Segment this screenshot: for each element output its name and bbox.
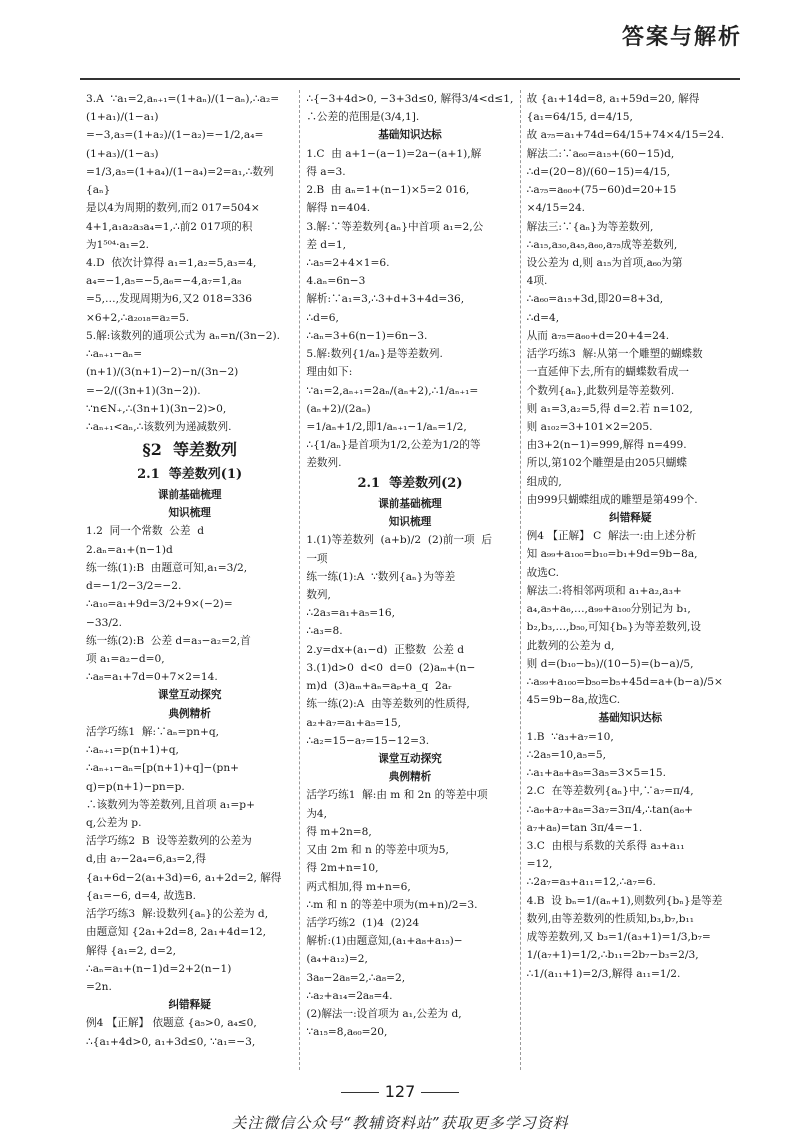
section-heading: 课堂互动探究 — [378, 753, 442, 766]
answer-line: 4.D 依次计算得 a₁=1,a₂=5,a₃=4, — [86, 256, 257, 269]
answer-line: ∴d=6, — [306, 311, 339, 324]
section-heading: 典例精析 — [388, 771, 432, 784]
answer-line: a₄=−1,a₅=−5,a₆=−4,a₇=1,a₈ — [86, 275, 242, 288]
subsection-title: 2.1 等差数列(1) — [137, 466, 243, 482]
answer-line: 则 a₁₀₂=3+101×2=205. — [526, 420, 653, 433]
answer-line: 项 a₁=a₂−d=0, — [86, 653, 165, 665]
answer-line: ×6+2,∴a₂₀₁₈=a₂=5. — [86, 311, 190, 324]
answer-line: ∴{1/aₙ}是首项为1/2,公差为1/2的等 — [306, 439, 481, 452]
answer-line: 为4, — [306, 807, 328, 820]
answer-line: ∴a₅=2+4×1=6. — [306, 256, 390, 269]
answer-line: d,由 a₇−2a₄=6,a₃=2,得 — [86, 853, 206, 866]
answer-line: 得 2m+n=10, — [306, 862, 379, 875]
page-number-row — [0, 1082, 800, 1101]
answer-line: ×4/15=24. — [526, 202, 586, 215]
answer-line: 2.C 在等差数列{aₙ}中,∵a₇=π/4, — [526, 785, 694, 798]
answer-line: 故 a₇₅=a₁+74d=64/15+74×4/15=24. — [526, 129, 725, 142]
answer-line: 得 a=3. — [306, 165, 346, 178]
answer-line: ∴a₈=a₁+7d=0+7×2=14. — [86, 671, 218, 684]
answer-line: ∴aₙ₊₁−aₙ=(n+1)/(3(n+1)−2)−n/(3n−2) — [86, 348, 239, 379]
section-heading: 课前基础梳理 — [157, 489, 222, 502]
answer-line: 组成的, — [526, 475, 562, 488]
answer-line: 解析:∵a₁=3,∴3+d+3+4d=36, — [306, 293, 465, 306]
answer-line: 两式相加,得 m+n=6, — [306, 880, 411, 893]
answer-line: =−3,a₃=(1+a₂)/(1−a₂)=−1/2,a₄=(1+a₃)/(1−a₃) — [86, 129, 264, 160]
column-3 — [520, 90, 740, 1070]
answer-line: 差 d=1, — [306, 238, 347, 251]
answer-columns — [80, 90, 740, 1070]
answer-line: 3.A ∵a₁=2,aₙ₊₁=(1+aₙ)/(1−aₙ),∴a₂=(1+a₁)/(1−a₁) — [86, 93, 280, 124]
section-heading: 纠错释疑 — [168, 999, 211, 1012]
answer-line: 所以,第102个雕塑是由205只蝴蝶 — [526, 457, 687, 470]
answer-line: −33/2. — [86, 616, 123, 629]
answer-line: ∴aₙ=a₁+(n−1)d=2+2(n−1) — [86, 962, 232, 975]
answer-line: 活学巧练2 (1)4 (2)24 — [306, 916, 420, 929]
answer-line: ∴aₙ=3+6(n−1)=6n−3. — [306, 329, 428, 342]
section-heading: 课前基础梳理 — [378, 497, 442, 510]
answer-line: 设公差为 d,则 a₁₅为首项,a₆₀为第 — [526, 256, 683, 269]
answer-line: {a₁+6d−2(a₁+3d)=6, a₁+2d=2, 解得 — [86, 871, 282, 884]
answer-line: ∴a₁₅,a₃₀,a₄₅,a₆₀,a₇₅成等差数列, — [526, 238, 678, 251]
answer-line: =2n. — [86, 980, 112, 993]
answer-line: =5,…,发现周期为6,又2 018=336 — [86, 293, 253, 306]
answer-line: ∴aₙ₊₁−aₙ=[p(n+1)+q]−(pn+ — [86, 762, 240, 775]
answer-line: ∵n∈N₊,∴(3n+1)(3n−2)>0, — [86, 402, 227, 415]
answer-line: 活学巧练3 解:设数列{aₙ}的公差为 d, — [86, 908, 269, 921]
answer-line: ∴a₁+a₈+a₉=3a₅=3×5=15. — [526, 767, 666, 780]
answer-line: ∴d=4, — [526, 311, 560, 324]
answer-line: 为1⁵⁰⁴·a₁=2. — [86, 238, 149, 251]
section-heading: 课堂互动探究 — [157, 689, 222, 702]
answer-line: 解法三:∵{aₙ}为等差数列, — [526, 220, 654, 233]
section-heading: 纠错释疑 — [609, 512, 652, 525]
answer-line: 2.aₙ=a₁+(n−1)d — [86, 543, 173, 556]
answer-line: (2)解法一:设首项为 a₁,公差为 d, — [306, 1008, 462, 1021]
answer-line: 数列,由等差数列的性质知,b₃,b₇,b₁₁ — [526, 912, 694, 925]
answer-line: 1/(a₇+1)=1/2,∴b₁₁=2b₇−b₃=2/3, — [526, 949, 699, 962]
answer-line: 此数列的公差为 d, — [526, 639, 615, 652]
answer-line: 由题意知 {2a₁+2d=8, 2a₁+4d=12, — [86, 926, 266, 939]
answer-line: ∴2a₇=a₃+a₁₁=12,∴a₇=6. — [526, 876, 656, 889]
answer-line: 解得 n=404. — [306, 202, 371, 215]
answer-line: (a₄+a₁₂)=2, — [306, 953, 368, 966]
answer-line: 活学巧练1 解:∵aₙ=pn+q, — [86, 725, 220, 738]
answer-line: =1/3,a₅=(1+a₄)/(1−a₄)=2=a₁,∴数列{aₙ} — [86, 165, 274, 197]
subsection-title: 2.1 等差数列(2) — [357, 475, 463, 491]
answer-line: 个数列{aₙ},此数列是等差数列. — [526, 384, 675, 397]
answer-line: 成等差数列,又 b₃=1/(a₃+1)=1/3,b₇= — [526, 931, 711, 944]
answer-line: ∴a₇₅=a₆₀+(75−60)d=20+15 — [526, 184, 677, 197]
page-number-dash-left — [341, 1092, 379, 1093]
answer-line: ∵a₁=2,aₙ₊₁=2aₙ/(aₙ+2),∴1/aₙ₊₁=(aₙ+2)/(2aₙ) — [306, 384, 479, 415]
answer-line: ∴m 和 n 的等差中项为(m+n)/2=3. — [306, 898, 478, 911]
answer-line: ∴公差的范围是(3/4,1]. — [306, 111, 420, 124]
page-number-dash-right — [421, 1092, 459, 1093]
answer-line: 由999只蝴蝶组成的雕塑是第499个. — [526, 493, 698, 506]
answer-line: q)=p(n+1)−pn=p. — [86, 780, 185, 793]
answer-line: ∴a₆₀=a₁₅+3d,即20=8+3d, — [526, 293, 664, 306]
answer-line: ∴该数列为等差数列,且首项 a₁=p+ — [86, 798, 255, 811]
answer-line: 1.(1)等差数列 (a+b)/2 (2)前一项 后 — [306, 534, 492, 547]
answer-line: 2.y=dx+(a₁−d) 正整数 公差 d — [306, 643, 465, 656]
answer-line: 例4 【正解】 依题意 {a₅>0, a₄≤0, — [86, 1017, 257, 1030]
answer-line: 3.C 由根与系数的关系得 a₃+a₁₁ — [526, 839, 685, 852]
answer-line: 4项. — [526, 275, 548, 288]
answer-line: 解法二:∵a₆₀=a₁₅+(60−15)d, — [526, 147, 675, 160]
answer-line: 5.解:数列{1/aₙ}是等差数列. — [306, 348, 443, 361]
answer-line: 得 m+2n=8, — [306, 825, 372, 838]
answer-line: 2.B 由 aₙ=1+(n−1)×5=2 016, — [306, 184, 470, 197]
section-heading: 基础知识达标 — [598, 712, 663, 725]
section-title: §2 等差数列 — [142, 440, 237, 460]
answer-line: 解析:(1)由题意知,(a₁+a₈+a₁₅)− — [306, 935, 463, 948]
answer-line: 由3+2(n−1)=999,解得 n=499. — [526, 439, 687, 452]
answer-line: ∴a₁₀=a₁+9d=3/2+9×(−2)= — [86, 598, 233, 611]
answer-line: 一项 — [306, 552, 328, 565]
answer-line: 1.C 由 a+1−(a−1)=2a−(a+1),解 — [306, 147, 482, 160]
answer-line: 活学巧练1 解:由 m 和 2n 的等差中项 — [306, 789, 488, 802]
answer-line: 故 {a₁+14d=8, a₁+59d=20, 解得 {a₁=64/15, d=4/15, — [526, 93, 703, 124]
answer-line: 4.aₙ=6n−3 — [306, 275, 366, 288]
page-number: 127 — [384, 1082, 416, 1101]
answer-line: ∴1/(a₁₁+1)=2/3,解得 a₁₁=1/2. — [526, 967, 681, 980]
answer-line: ∴2a₃=a₁+a₅=16, — [306, 607, 395, 620]
answer-line: ∴2a₅=10,a₅=5, — [526, 748, 606, 761]
answer-line: 又由 2m 和 n 的等差中项为5, — [306, 844, 449, 857]
answer-line: 活学巧练2 B 设等差数列的公差为 — [86, 835, 252, 848]
answer-line: a₂+a₇=a₁+a₅=15, — [306, 716, 401, 729]
answer-line: 5.解:该数列的通项公式为 aₙ=n/(3n−2). — [86, 329, 280, 342]
answer-line: ∴{−3+4d>0, −3+3d≤0, 解得3/4<d≤1, — [306, 93, 514, 105]
answer-line: 则 a₁=3,a₂=5,得 d=2.若 n=102, — [526, 402, 693, 415]
footer-promo: 关注微信公众号“教辅资料站”获取更多学习资料 — [231, 1114, 569, 1132]
answer-line: 差数列. — [306, 457, 342, 470]
section-heading: 典例精析 — [168, 707, 211, 720]
answer-line: 一直延伸下去,所有的蝴蝶数看成一 — [526, 366, 689, 379]
page-header-title: 答案与解析 — [621, 25, 742, 50]
answer-line: q,公差为 p. — [86, 816, 142, 829]
section-heading: 知识梳理 — [388, 516, 432, 529]
answer-line: =1/aₙ+1/2,即1/aₙ₊₁−1/aₙ=1/2, — [306, 420, 467, 433]
answer-line: a₇+a₈)=tan 3π/4=−1. — [526, 821, 643, 834]
answer-line: 3a₈−2a₈=2,∴a₈=2, — [306, 971, 406, 984]
section-heading: 知识梳理 — [168, 507, 211, 520]
answer-line: ∴a₂+a₁₄=2a₈=4. — [306, 989, 393, 1002]
answer-line: ∴d=(20−8)/(60−15)=4/15, — [526, 165, 671, 178]
answer-line: 从而 a₇₅=a₆₀+d=20+4=24. — [526, 329, 670, 342]
answer-line: 练一练(2):B 公差 d=a₃−a₂=2,首 — [86, 634, 251, 647]
answer-line: 1.2 同一个常数 公差 d — [86, 525, 204, 538]
column-1 — [80, 90, 299, 1070]
answer-line: ∴aₙ₊₁=p(n+1)+q, — [86, 744, 179, 757]
answer-line: 练一练(1):A ∵数列{aₙ}为等差 — [306, 570, 456, 583]
answer-line: 1.B ∵a₃+a₇=10, — [526, 730, 614, 743]
answer-line: ∴a₃=8. — [306, 625, 343, 638]
answer-line: 例4 【正解】 C 解法一:由上述分析 — [526, 530, 697, 543]
answer-line: 活学巧练3 解:从第一个雕塑的蝴蝶数 — [526, 348, 703, 361]
answer-line: a₄,a₅+a₆,…,a₉₉+a₁₀₀分别记为 b₁, — [526, 603, 691, 616]
answer-line: 数列, — [306, 589, 331, 602]
answer-line: 理由如下: — [306, 366, 353, 379]
answer-line: ∴{a₁+4d>0, a₁+3d≤0, ∵a₁=−3, — [86, 1035, 256, 1048]
answer-line: 练一练(2):A 由等差数列的性质得, — [306, 698, 470, 711]
header-divider — [80, 78, 740, 80]
answer-line: 4.B 设 bₙ=1/(aₙ+1),则数列{bₙ}是等差 — [526, 894, 723, 907]
answer-line: 是以4为周期的数列,而2 017=504× — [86, 202, 260, 215]
answer-line: 45=9b−8a,故选C. — [526, 694, 621, 707]
answer-line: m)d (3)aₘ+aₙ=aₚ+a_q 2aᵣ — [306, 680, 452, 693]
answer-line: {a₁=−6, d=4, 故选B. — [86, 889, 197, 902]
answer-line: 解法二:将相邻两项和 a₁+a₂,a₃+ — [526, 584, 682, 597]
answer-line: =−2/((3n+1)(3n−2)). — [86, 384, 201, 397]
answer-line: ∵a₁₅=8,a₆₀=20, — [306, 1026, 388, 1039]
answer-line: 则 d=(b₁₀−b₅)/(10−5)=(b−a)/5, — [526, 657, 694, 670]
answer-line: =12, — [526, 858, 553, 871]
answer-line: 故选C. — [526, 566, 559, 579]
answer-line: 4+1,a₁a₂a₃a₄=1,∴前2 017项的积 — [86, 220, 253, 233]
answer-line: b₂,b₃,…,b₅₀,可知{bₙ}为等差数列,设 — [526, 621, 702, 634]
answer-line: 解得 {a₁=2, d=2, — [86, 944, 176, 957]
answer-line: d=−1/2−3/2=−2. — [86, 580, 182, 593]
column-2 — [299, 90, 519, 1070]
answer-line: 练一练(1):B 由题意可知,a₁=3/2, — [86, 561, 248, 574]
answer-line: ∴a₉₉+a₁₀₀=b₅₀=b₅+45d=a+(b−a)/5× — [526, 676, 723, 688]
answer-line: ∴a₂=15−a₇=15−12=3. — [306, 734, 430, 747]
answer-line: ∴aₙ₊₁<aₙ,∴该数列为递减数列. — [86, 420, 232, 433]
section-heading: 基础知识达标 — [378, 129, 442, 142]
answer-line: ∴a₆+a₇+a₈=3a₇=3π/4,∴tan(a₆+ — [526, 803, 693, 816]
answer-line: 3.解:∵等差数列{aₙ}中首项 a₁=2,公 — [306, 220, 484, 233]
answer-line: 知 a₉₉+a₁₀₀=b₁₀=b₁+9d=9b−8a, — [526, 548, 698, 561]
answer-line: 3.(1)d>0 d<0 d=0 (2)aₘ+(n− — [306, 661, 476, 674]
